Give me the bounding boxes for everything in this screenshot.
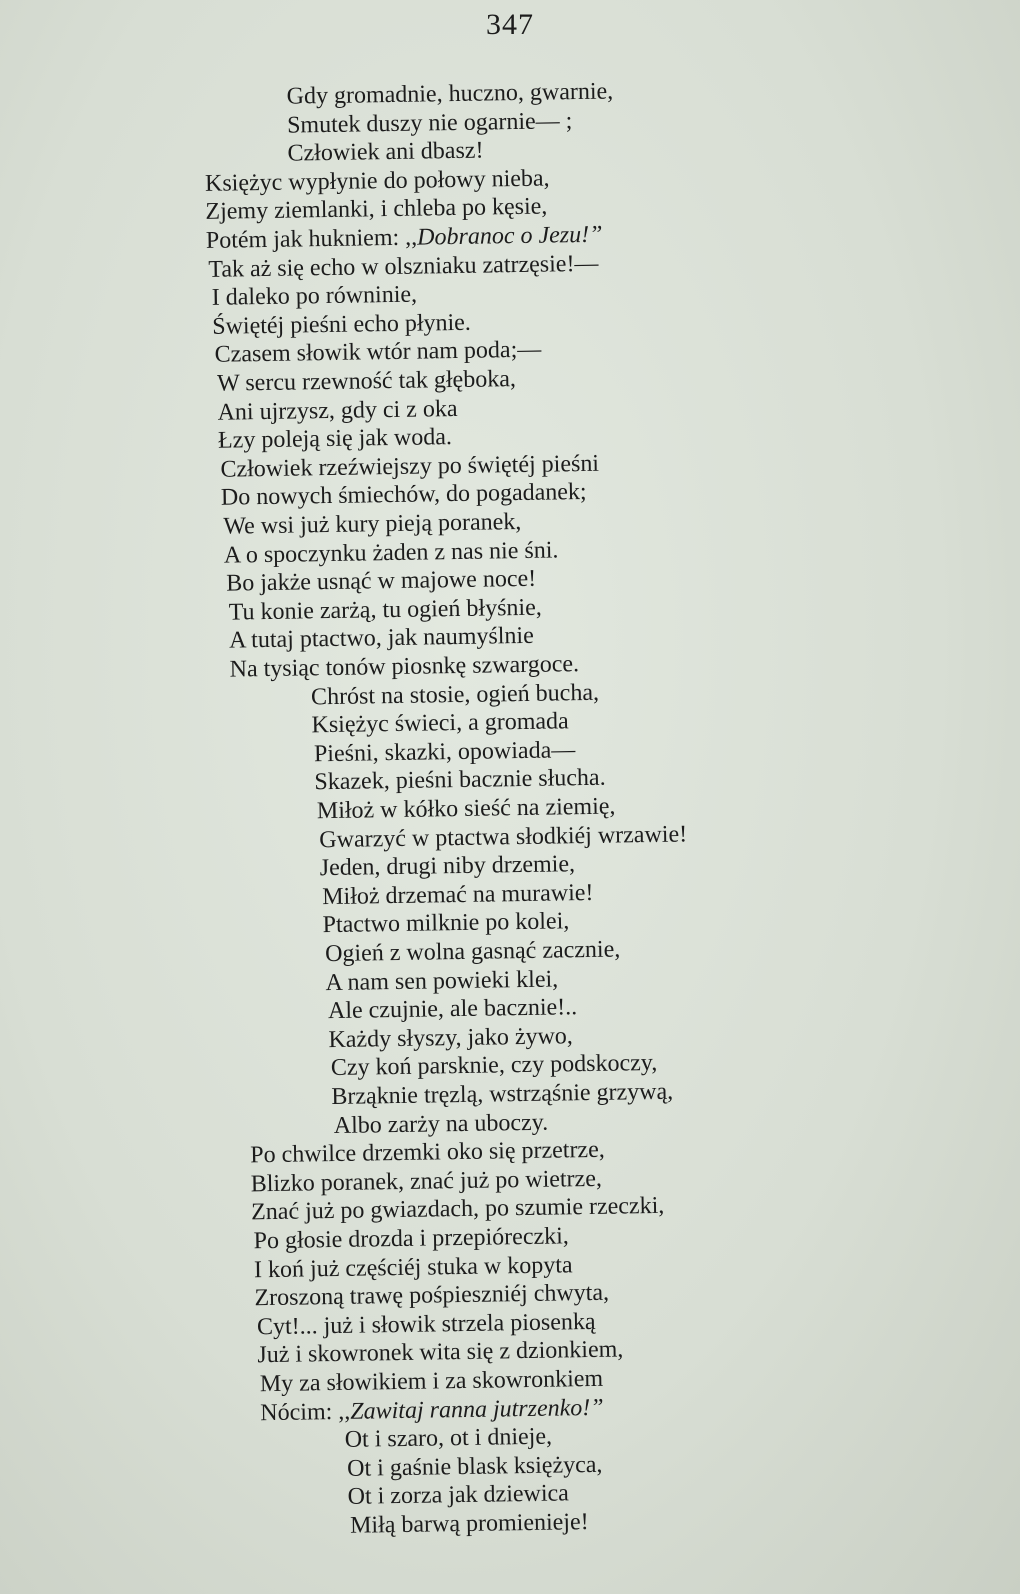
poem-line: [331, 1049, 658, 1082]
poem-line-text: Zroszoną trawę pośpieszniéj chwyta,: [254, 1279, 610, 1312]
poem-line: [347, 1451, 603, 1483]
poem-line-text: Zjemy ziemlanki, i chleba po kęsie,: [205, 193, 548, 225]
poem-line: [328, 1022, 573, 1054]
poem-line-text: Czasem słowik wtór nam poda;—: [214, 336, 542, 368]
poem-line: [322, 907, 569, 939]
poem-line-text: Znać już po gwiazdach, po szumie rzeczki,: [250, 1192, 665, 1226]
page-number: 347: [486, 8, 534, 41]
poem-line-text: Brząknie tręzlą, wstrząśnie grzywą,: [331, 1078, 674, 1111]
poem-line: [260, 1394, 604, 1427]
poem-line-text: Pieśni, skazki, opowiada—: [313, 737, 576, 768]
poem-line-text: Ot i szaro, ot i dnieje,: [344, 1423, 553, 1453]
poem-line-text: Skazek, pieśni bacznie słucha.: [314, 764, 606, 796]
poem-line-text: A tutaj ptactwo, jak naumyślnie: [228, 622, 534, 654]
poem-line: [322, 879, 594, 911]
poem-line: [319, 820, 687, 854]
poem-line: [260, 1365, 604, 1398]
poem-line-text: Potém jak hukniem: ,,: [205, 224, 418, 254]
poem-line: [217, 365, 516, 398]
poem-line-text: Ptactwo milknie po kolei,: [322, 908, 570, 939]
poem-line-italic-text: Zawitaj ranna jutrzenko!”: [350, 1394, 604, 1425]
poem-line-text: Ot i zorza jak dziewica: [347, 1480, 570, 1510]
poem-line-text: Księżyc świeci, a gromada: [311, 708, 569, 739]
poem-line-text: We wsi już kury pieją poranek,: [223, 508, 522, 540]
poem-line: [331, 1078, 673, 1111]
poem-line-text: Miłą barwą promienieje!: [349, 1509, 589, 1539]
poem-line: [287, 137, 483, 168]
poem-line-text: Tak aż się echo w olszniaku zatrzęsie!—: [208, 250, 599, 283]
poem-line: [350, 1508, 589, 1540]
poem-line: [311, 679, 599, 712]
poem-line: [221, 478, 587, 512]
poem-line: [325, 935, 621, 968]
poem-line-text: Już i skowronek wita się z dzionkiem,: [257, 1336, 624, 1369]
poem-line: [314, 736, 576, 768]
poem-line: [317, 793, 616, 826]
poem-line: [218, 423, 452, 455]
poem-line-text: I koń już częściéj stuka w kopyta: [253, 1252, 573, 1284]
poem-line-text: Ot i gaśnie blask księżyca,: [346, 1451, 603, 1482]
poem-line: [345, 1423, 553, 1454]
poem-line: [212, 309, 471, 341]
poem-line-text: My za słowikiem i za skowronkiem: [259, 1365, 604, 1398]
poem-line: [251, 1192, 665, 1226]
poem-line: [208, 250, 599, 284]
poem-line: [320, 850, 576, 882]
poem-line-text: Smutek duszy nie ogarnie— ;: [286, 108, 573, 139]
poem-line-text: Blizko poranek, znać już po wietrze,: [250, 1165, 603, 1198]
poem-line-text: Gdy gromadnie, huczno, gwarnie,: [286, 78, 614, 110]
poem-line-text: Na tysiąc tonów piosnkę szwargoce.: [229, 651, 580, 683]
poem-line: [226, 565, 536, 598]
poem-line: [328, 993, 578, 1025]
poem-line: [217, 395, 457, 427]
poem-line-text: Czy koń parsknie, czy podskoczy,: [330, 1049, 658, 1082]
poem-line-text: Ale czujnie, ale bacznie!..: [327, 994, 578, 1025]
poem-line: [212, 281, 418, 312]
poem-line-text: Łzy poleją się jak woda.: [217, 424, 453, 454]
poem-line: [229, 622, 534, 655]
poem-line-text: I daleko po równinie,: [211, 281, 418, 311]
poem-line: [254, 1279, 609, 1313]
poem-line-text: Nócim: ,,: [260, 1398, 351, 1427]
poem-line-text: Człowiek rzeźwiejszy po świętéj pieśni: [220, 450, 600, 483]
poem-line-text: Księżyc wypłynie do połowy nieba,: [204, 165, 550, 197]
poem-line: [311, 707, 569, 739]
poem-line-text: Po chwilce drzemki oko się przetrze,: [250, 1136, 605, 1169]
poem-line: [214, 336, 541, 369]
poem-line-text: A nam sen powieki klei,: [325, 966, 559, 997]
poem-line-text: Ogień z wolna gasnąć zacznie,: [324, 936, 621, 968]
poem-line-text: Miłoż drzemać na murawie!: [322, 879, 594, 911]
poem-line-text: Ani ujrzysz, gdy ci z oka: [217, 395, 458, 426]
poem-line-italic-text: Dobranoc o Jezu!”: [416, 221, 603, 251]
poem-line: [325, 965, 558, 997]
poem-line: [287, 107, 573, 139]
poem-line: [347, 1479, 569, 1510]
poem-line: [223, 508, 521, 541]
poem-line: [205, 193, 547, 226]
poem-line-text: Gwarzyć w ptactwa słodkiéj wrzawie!: [319, 821, 688, 854]
poem: [0, 71, 1018, 1539]
poem-line-text: Bo jakże usnąć w majowe noce!: [226, 565, 537, 597]
poem-line: [250, 1136, 605, 1170]
poem-line: [314, 764, 606, 797]
poem-line: [253, 1222, 569, 1255]
poem-line: [257, 1335, 623, 1369]
poem-line-text: Jeden, drugi niby drzemie,: [319, 851, 576, 882]
poem-line-text: Miłoż w kółko sieść na ziemię,: [316, 793, 616, 825]
poem-line-text: W sercu rzewność tak głęboka,: [216, 366, 517, 397]
poem-line-text: Świętéj pieśni echo płynie.: [212, 309, 472, 340]
poem-line-text: Do nowych śmiechów, do pogadanek;: [220, 478, 587, 511]
poem-line: [286, 78, 613, 111]
poem-line: [229, 650, 579, 683]
poem-line-text: Cyt!... już i słowik strzela piosenką: [256, 1308, 596, 1341]
poem-line-text: Człowiek ani dbasz!: [287, 137, 484, 167]
poem-line-text: Każdy słyszy, jako żywo,: [328, 1023, 574, 1054]
poem-line-text: Po głosie drozda i przepióreczki,: [253, 1223, 570, 1255]
poem-line-text: A o spoczynku żaden z nas nie śni.: [223, 537, 559, 569]
poem-line-text: Albo zarży na uboczy.: [333, 1109, 549, 1140]
poem-line-text: Chróst na stosie, ogień bucha,: [310, 679, 600, 711]
poem-line: [334, 1109, 549, 1140]
poem-line-text: Tu konie zarżą, tu ogień błyśnie,: [228, 594, 542, 626]
